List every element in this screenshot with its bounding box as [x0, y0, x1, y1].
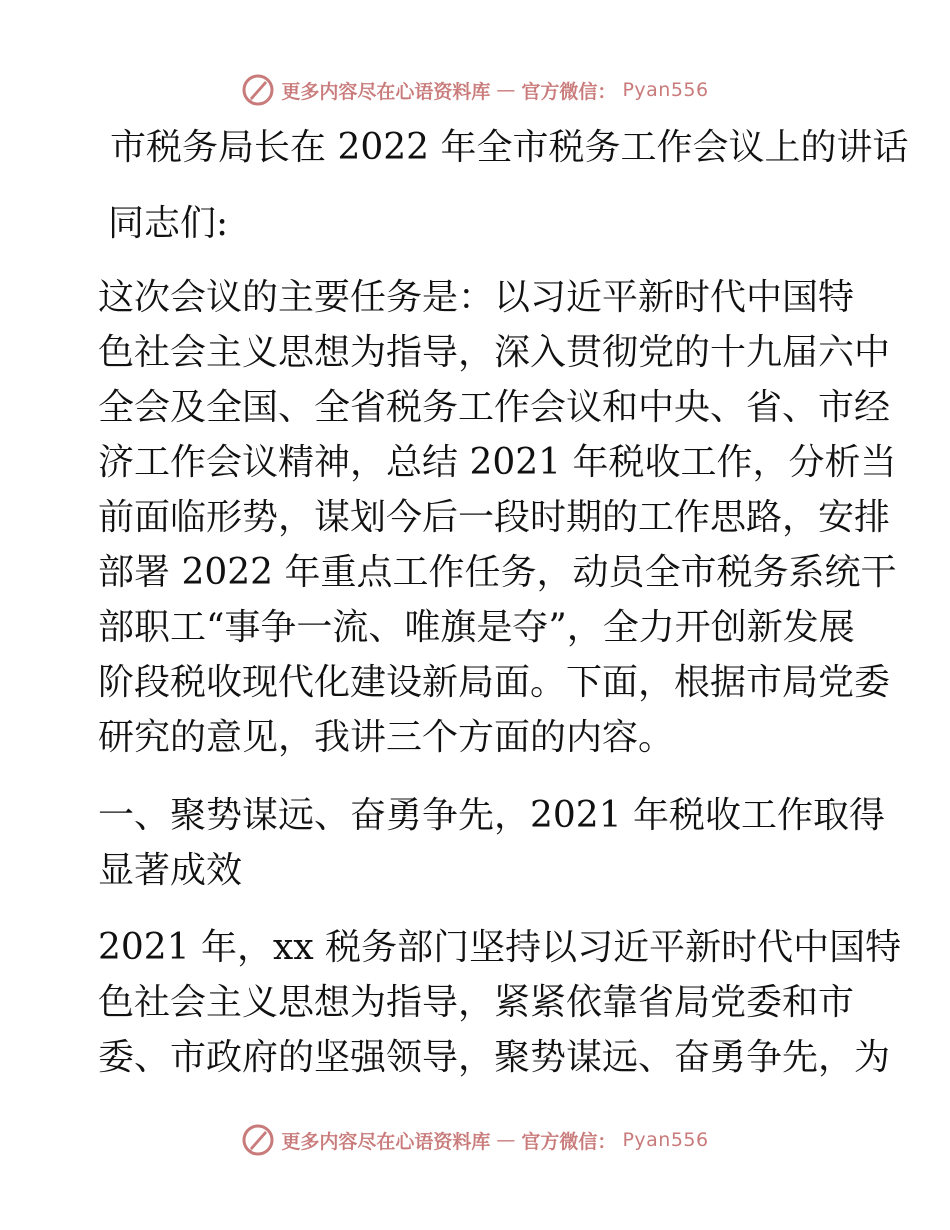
watermark-separator: —	[496, 79, 516, 101]
paragraph-line: 2021 年，xx 税务部门坚持以习近平新时代中国特	[98, 927, 902, 968]
quill-logo-icon	[241, 73, 275, 107]
paragraph-line: 这次会议的主要任务是：以习近平新时代中国特	[98, 277, 855, 318]
watermark-wechat-label: 官方微信：	[521, 80, 617, 103]
heading-line: 一、聚势谋远、奋勇争先，2021 年税收工作取得	[98, 795, 886, 836]
quill-logo-icon	[241, 1123, 275, 1157]
paragraph-line: 委、市政府的坚强领导，聚势谋远、奋勇争先，为	[98, 1037, 891, 1078]
paragraph-line: 阶段税收现代化建设新局面。下面，根据市局党委	[98, 662, 891, 703]
document-title: 市税务局长在 2022 年全市税务工作会议上的讲话	[110, 127, 909, 168]
watermark-text: 更多内容尽在心语资料库	[281, 1130, 491, 1153]
watermark-separator: —	[496, 1129, 516, 1151]
watermark-text: 更多内容尽在心语资料库	[281, 80, 491, 103]
paragraph-line: 济工作会议精神，总结 2021 年税收工作，分析当	[98, 442, 897, 483]
paragraph-line: 色社会主义思想为指导，紧紧依靠省局党委和市	[98, 982, 855, 1023]
watermark-header	[0, 70, 950, 110]
watermark-wechat-label: 官方微信：	[521, 1130, 617, 1153]
watermark-wechat-id: Pyan556	[622, 79, 709, 101]
heading-line: 显著成效	[98, 850, 243, 891]
watermark-wechat-id: Pyan556	[622, 1129, 709, 1151]
watermark-footer	[0, 1120, 950, 1160]
paragraph-line: 部署 2022 年重点工作任务，动员全市税务系统干	[98, 552, 897, 593]
paragraph-line: 研究的意见，我讲三个方面的内容。	[98, 717, 675, 758]
paragraph-line: 部职工“事争一流、唯旗是夺”，全力开创新发展	[98, 607, 855, 648]
paragraph-line: 前面临形势，谋划今后一段时期的工作思路，安排	[98, 497, 891, 538]
paragraph-line: 色社会主义思想为指导，深入贯彻党的十九届六中	[98, 332, 891, 373]
paragraph-line: 全会及全国、全省税务工作会议和中央、省、市经	[98, 387, 891, 428]
salutation: 同志们:	[108, 203, 229, 244]
